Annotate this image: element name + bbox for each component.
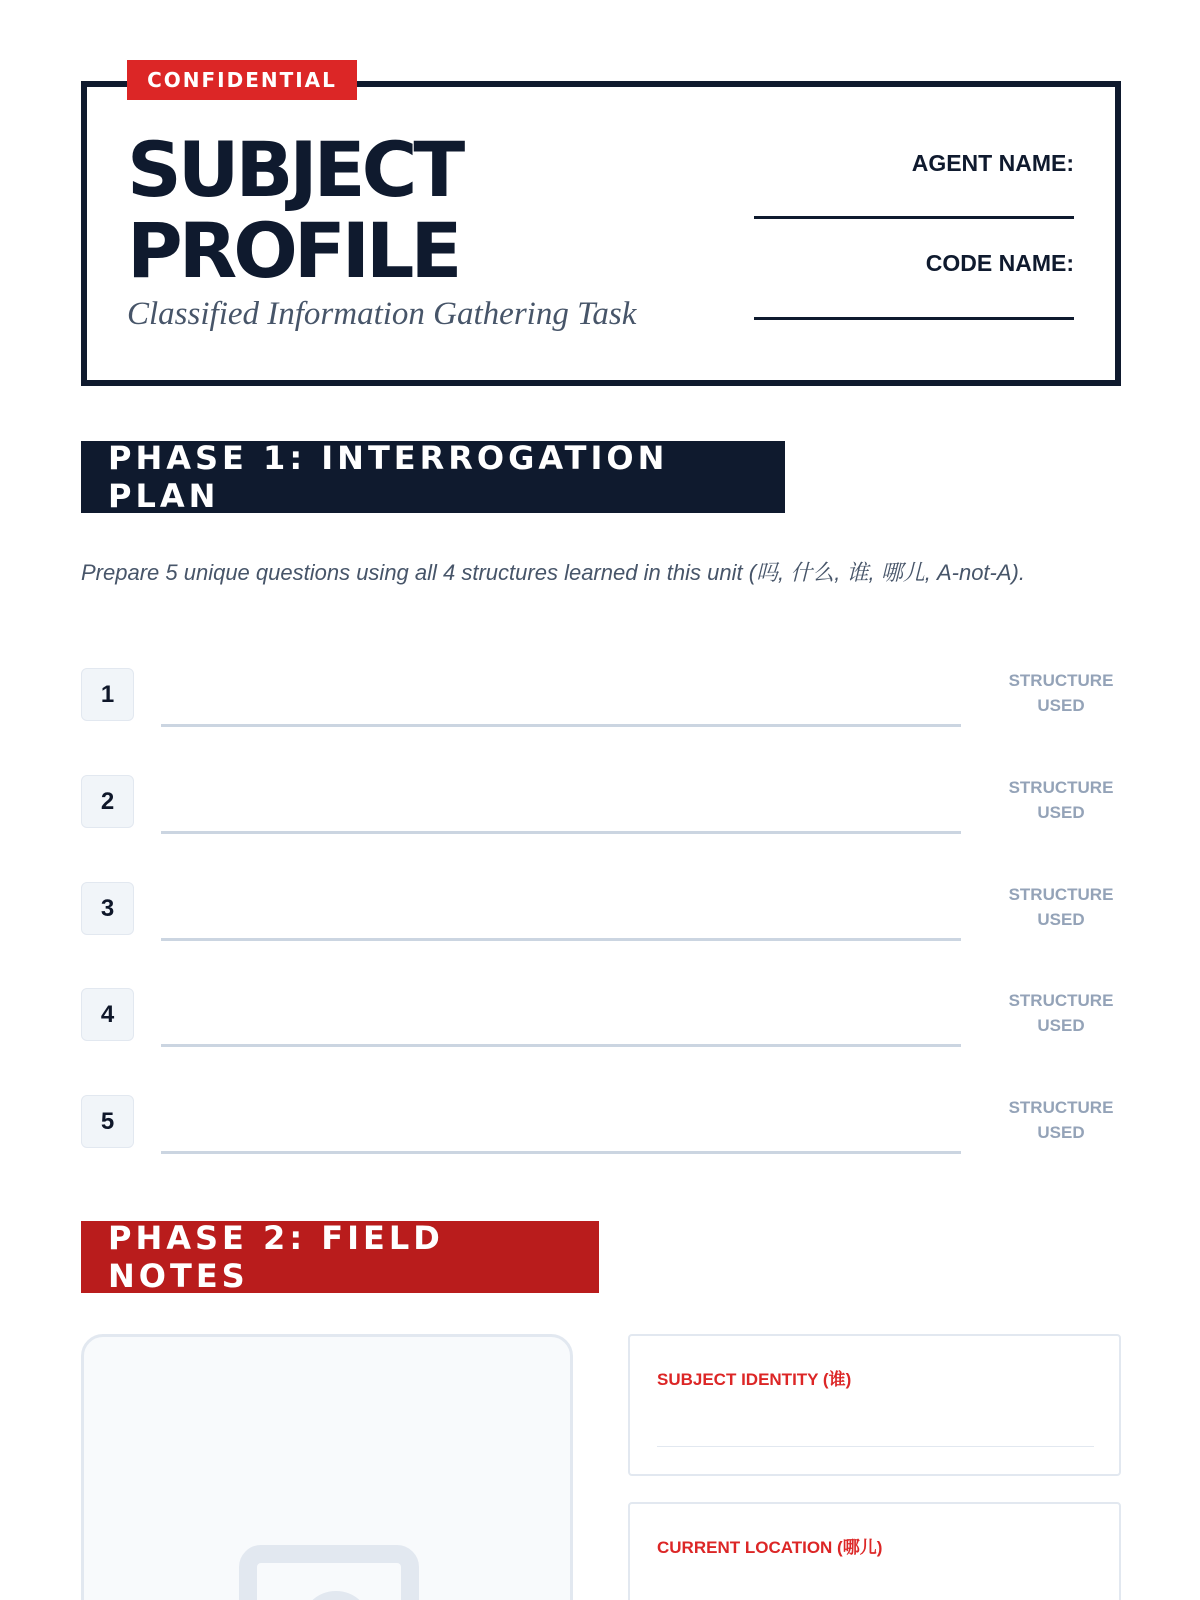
- structure-label-line-2: USED: [1037, 910, 1085, 929]
- question-row: [81, 775, 1121, 835]
- question-number: 2: [81, 775, 134, 828]
- page-subtitle: Classified Information Gathering Task: [127, 296, 637, 332]
- structure-label-line-1: STRUCTURE: [1008, 1098, 1114, 1117]
- structure-used-label: [1001, 668, 1121, 718]
- question-number: 4: [81, 988, 134, 1041]
- question-number: 1: [81, 668, 134, 721]
- code-name-label: CODE NAME:: [925, 250, 1074, 276]
- structure-label-line-2: USED: [1037, 1123, 1085, 1142]
- question-answer-line[interactable]: [161, 724, 961, 727]
- current-location-card: [628, 1502, 1121, 1600]
- subject-identity-card: [628, 1334, 1121, 1476]
- question-answer-line[interactable]: [161, 938, 961, 941]
- question-row: [81, 882, 1121, 942]
- question-row: [81, 1095, 1121, 1155]
- structure-used-label: [1001, 775, 1121, 825]
- question-row: [81, 988, 1121, 1048]
- subject-identity-field[interactable]: [657, 1446, 1094, 1447]
- code-name-field[interactable]: [754, 317, 1074, 320]
- phase-1-heading: PHASE 1: INTERROGATION PLAN: [81, 441, 785, 513]
- agent-name-field[interactable]: [754, 216, 1074, 219]
- structure-label-line-2: USED: [1037, 696, 1085, 715]
- phase-1-instructions: Prepare 5 unique questions using all 4 structures learned in this unit (吗, 什么, 谁, 哪儿, A-not-A).: [81, 560, 1025, 585]
- page-title-line-1: SUBJECT: [127, 125, 462, 214]
- current-location-label: CURRENT LOCATION (哪儿): [657, 1538, 883, 1557]
- question-number: 5: [81, 1095, 134, 1148]
- question-answer-line[interactable]: [161, 1044, 961, 1047]
- question-answer-line[interactable]: [161, 831, 961, 834]
- question-number: 3: [81, 882, 134, 935]
- page-title-line-2: PROFILE: [127, 206, 459, 295]
- subject-identity-label: SUBJECT IDENTITY (谁): [657, 1370, 852, 1389]
- photo-upload-box[interactable]: [81, 1334, 573, 1600]
- camera-lens-icon: [301, 1591, 371, 1600]
- phase-2-heading: PHASE 2: FIELD NOTES: [81, 1221, 599, 1293]
- structure-label-line-2: USED: [1037, 803, 1085, 822]
- structure-label-line-1: STRUCTURE: [1008, 671, 1114, 690]
- agent-name-label: AGENT NAME:: [911, 150, 1074, 176]
- camera-icon: [239, 1545, 419, 1600]
- confidential-badge: CONFIDENTIAL: [127, 60, 357, 100]
- structure-label-line-1: STRUCTURE: [1008, 885, 1114, 904]
- structure-used-label: [1001, 988, 1121, 1038]
- structure-label-line-1: STRUCTURE: [1008, 778, 1114, 797]
- structure-used-label: [1001, 882, 1121, 932]
- structure-label-line-1: STRUCTURE: [1008, 991, 1114, 1010]
- structure-used-label: [1001, 1095, 1121, 1145]
- structure-label-line-2: USED: [1037, 1016, 1085, 1035]
- question-answer-line[interactable]: [161, 1151, 961, 1154]
- question-row: [81, 668, 1121, 728]
